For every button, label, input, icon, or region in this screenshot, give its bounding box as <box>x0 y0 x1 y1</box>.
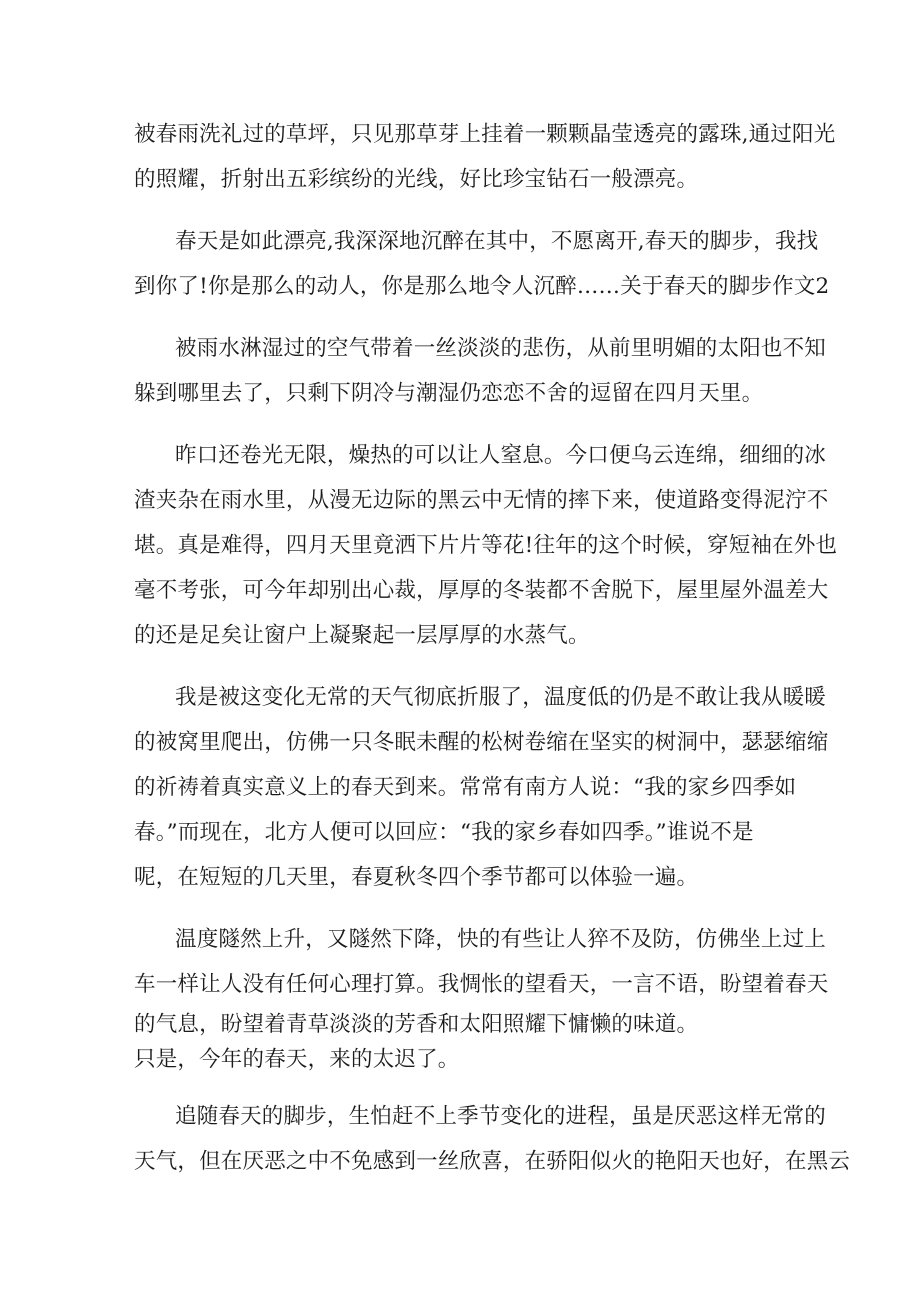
paragraph-2 <box>134 219 830 309</box>
text-line: 温度隧然上升，又隧然下降，快的有些让人猝不及防，仿佛坐上过上 <box>175 927 827 952</box>
text-line: 毫不考张，可今年却别出心裁，厚厚的冬装都不舍脱下，屋里屋外温差大 <box>134 578 829 603</box>
text-line: 躲到哪里去了，只剩下阴冷与潮湿仍恋恋不舍的逗留在四月天里。 <box>134 381 764 406</box>
text-line: 的被窝里爬出，仿佛一只冬眠未醒的松树卷缩在坚实的树洞中，瑟瑟缩缩 <box>134 730 829 755</box>
text-line: 车一样让人没有任何心理打算。我惆怅的望看天，一言不语，盼望着春天 <box>134 972 829 997</box>
text-line: 的气息，盼望着青草淡淡的芳香和太阳照耀下慵懒的味道。 <box>134 1012 699 1037</box>
paragraph-6 <box>134 917 829 1042</box>
text-line: 只是，今年的春天，来的太迟了。 <box>134 1047 460 1072</box>
text-line: 渣夹杂在雨水里，从漫无边际的黑云中无情的摔下来，使道路变得泥泞不 <box>134 488 829 513</box>
paragraph-1 <box>134 112 836 202</box>
text-line: 呢，在短短的几天里，春夏秋冬四个季节都可以体验一遍。 <box>134 865 699 890</box>
text-line: 春。”而现在，北方人便可以回应：“我的家乡春如四季。”谁说不是 <box>134 820 754 845</box>
text-line: 被雨水淋湿过的空气带着一丝淡淡的悲伤，从前里明媚的太阳也不知 <box>175 336 827 361</box>
text-line: 春天是如此漂亮,我深深地沉醉在其中，不愿离开,春天的脚步，我找 <box>175 229 819 254</box>
text-line: 的祈祷着真实意义上的春天到来。常常有南方人说：“我的家乡四季如 <box>134 775 797 800</box>
paragraph-3 <box>134 326 827 416</box>
paragraph-8 <box>134 1094 851 1184</box>
text-line: 到你了!你是那么的动人，你是那么地令人沉醉……关于春天的脚步作文2 <box>134 274 830 299</box>
paragraph-5 <box>134 675 829 900</box>
text-line: 天气，但在厌恶之中不免感到一丝欣喜，在骄阳似火的艳阳天也好，在黑云 <box>134 1149 851 1174</box>
paragraph-4 <box>134 433 838 658</box>
text-line: 追随春天的脚步，生怕赶不上季节变化的进程，虽是厌恶这样无常的 <box>175 1104 827 1129</box>
text-line: 昨口还卷光无限，燥热的可以让人窒息。今口便乌云连绵，细细的冰 <box>175 443 827 468</box>
text-line: 被春雨洗礼过的草坪，只见那草芽上挂着一颗颗晶莹透亮的露珠,通过阳光 <box>134 122 836 147</box>
text-line: 的还是足矣让窗户上凝聚起一层厚厚的水蒸气。 <box>134 623 590 648</box>
text-line: 堪。真是难得，四月天里竟洒下片片等花!往年的这个时候，穿短袖在外也 <box>134 533 838 558</box>
text-line: 我是被这变化无常的天气彻底折服了，温度低的仍是不敢让我从暖暖 <box>175 685 827 710</box>
text-line: 的照耀，折射出五彩缤纷的光线，好比珍宝钻石一般漂亮。 <box>134 167 699 192</box>
article-body <box>134 112 851 1184</box>
paragraph-7 <box>134 1042 794 1077</box>
